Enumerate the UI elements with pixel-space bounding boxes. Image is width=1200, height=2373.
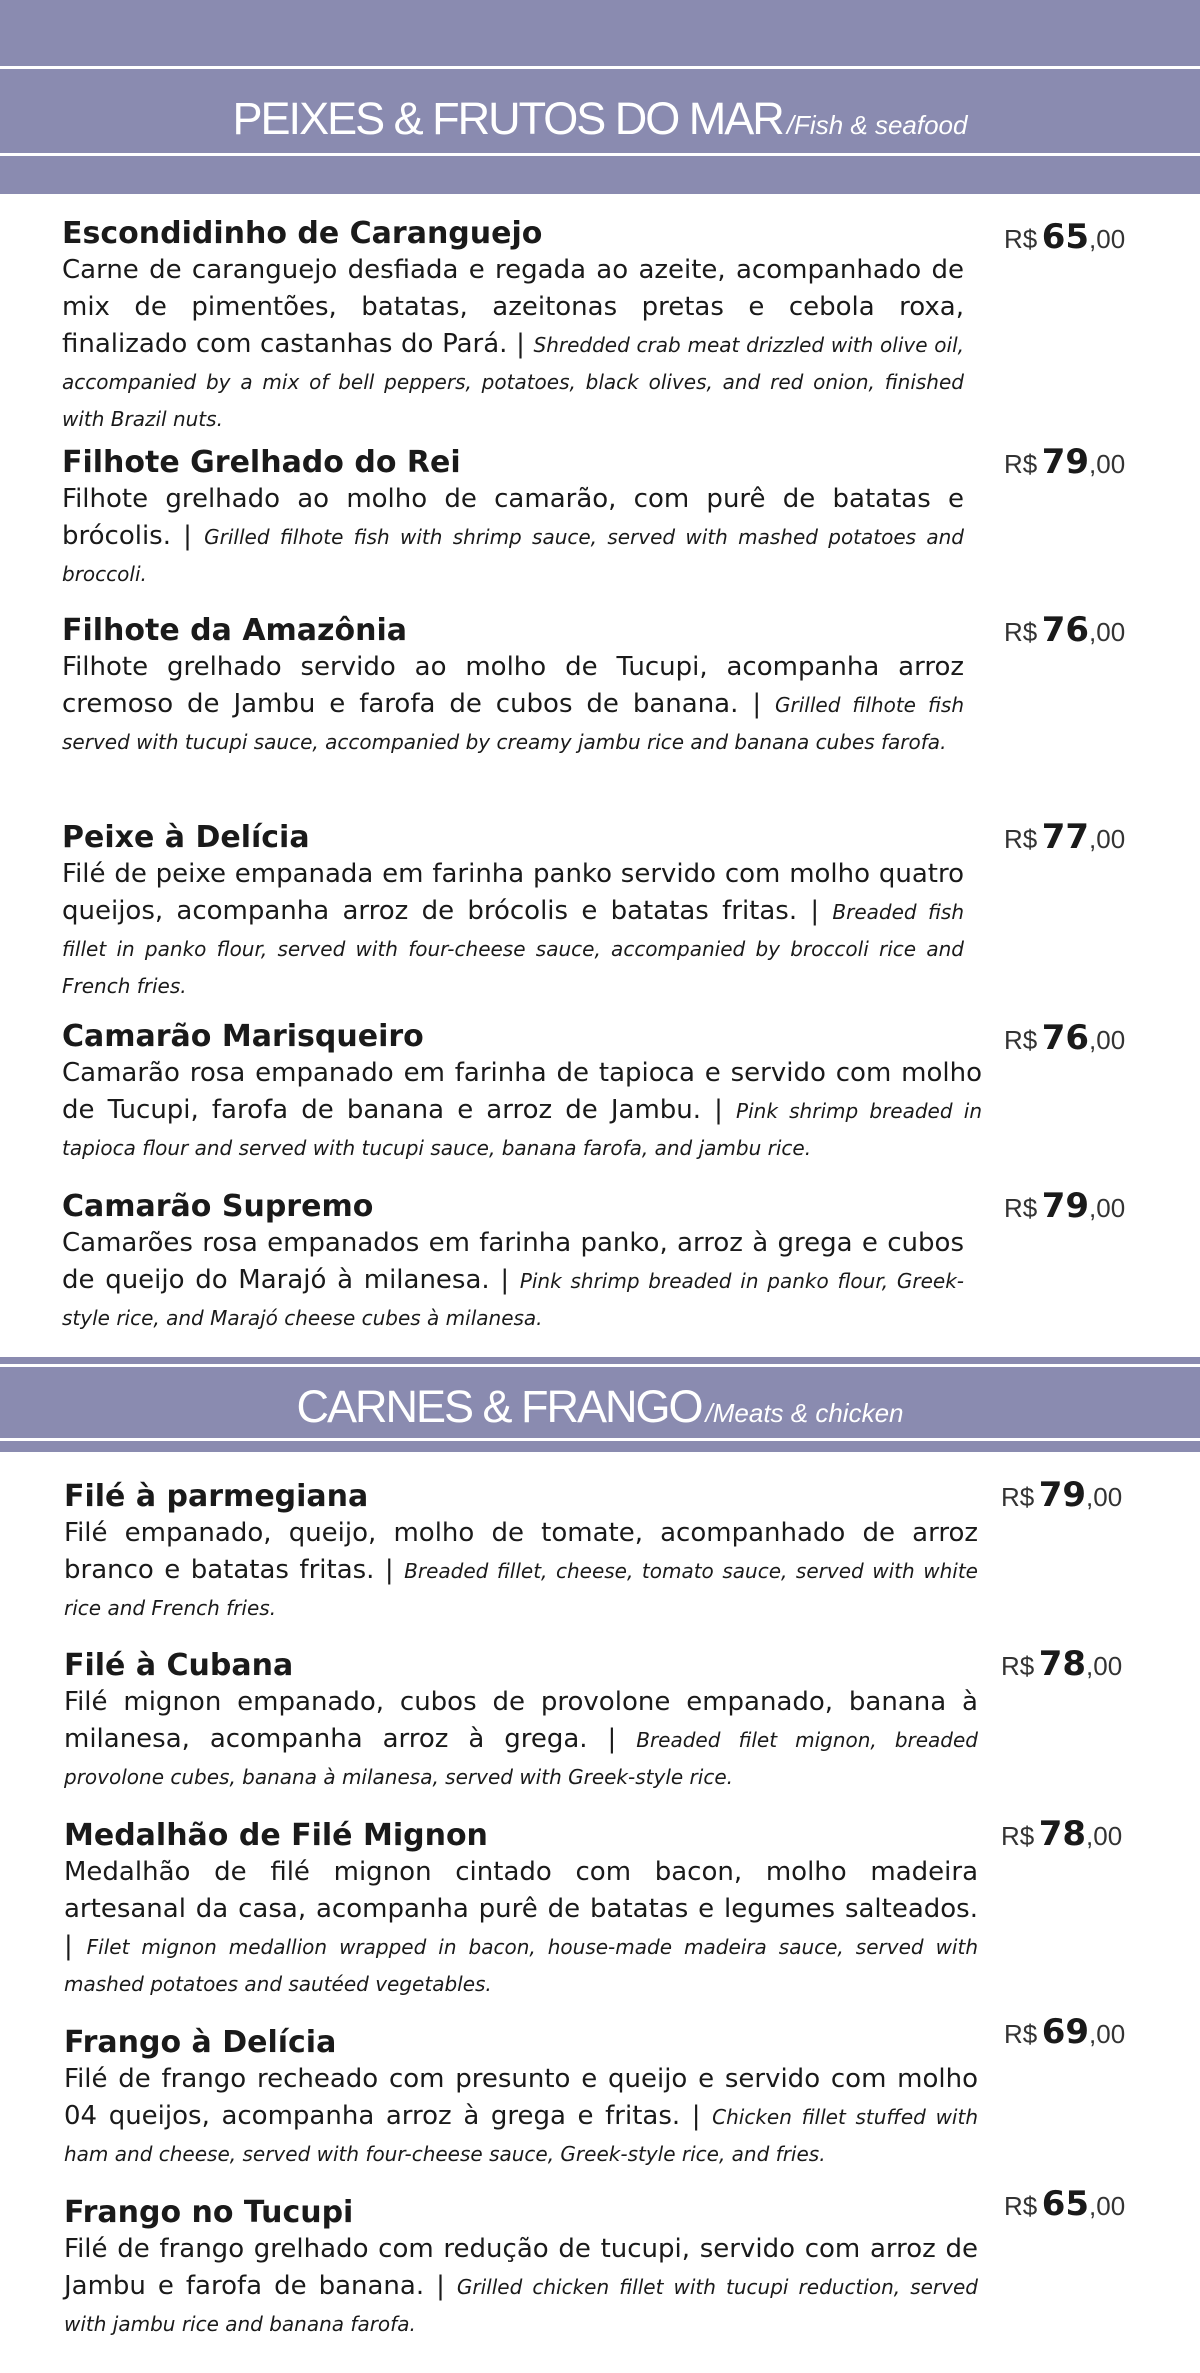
item-desc-en: Breaded fillet, cheese, tomato sauce, served with white rice and French fries. — [64, 1559, 978, 1620]
header-divider-bottom — [0, 1438, 1200, 1441]
item-desc-en: Filet mignon medallion wrapped in bacon, house-made madeira sauce, served with mashed potatoes and sautéed vegetables. — [64, 1935, 978, 1996]
item-desc-en: Grilled filhote fish with shrimp sauce, served with mashed potatoes and broccoli. — [62, 525, 964, 586]
price-cents: ,00 — [1089, 617, 1126, 647]
price-value: 65 — [1041, 2184, 1090, 2224]
price-value: 76 — [1041, 1018, 1090, 1058]
price-cents: ,00 — [1089, 449, 1126, 479]
menu-item — [62, 613, 964, 760]
item-desc-en: Pink shrimp breaded in panko flour, Greek-style rice, and Marajó cheese cubes à milanesa. — [62, 1269, 964, 1330]
item-description — [64, 2061, 978, 2172]
item-price — [1004, 1018, 1125, 1058]
item-price — [1001, 1475, 1122, 1515]
item-description — [64, 2231, 978, 2342]
price-currency: R$ — [1004, 224, 1038, 254]
menu-item — [62, 820, 964, 1004]
price-currency: R$ — [1001, 1482, 1035, 1512]
menu-item — [64, 2025, 978, 2172]
menu-item — [62, 1189, 964, 1336]
section-header-seafood — [0, 0, 1200, 194]
item-price — [1004, 217, 1125, 257]
menu-item — [64, 2195, 978, 2342]
menu-item — [64, 1818, 978, 2002]
item-name: Camarão Supremo — [62, 1189, 374, 1224]
item-name: Camarão Marisqueiro — [62, 1019, 424, 1054]
price-currency: R$ — [1004, 2191, 1038, 2221]
item-desc-en: Shredded crab meat drizzled with olive oil, accompanied by a mix of bell peppers, potatoes, black olives, and red onion, finished with Brazil nuts. — [62, 333, 964, 431]
item-name: Filé à Cubana — [64, 1648, 294, 1683]
menu-item — [64, 1648, 978, 1795]
item-name: Filé à parmegiana — [64, 1479, 369, 1514]
price-currency: R$ — [1004, 1193, 1038, 1223]
menu-item — [64, 1479, 978, 1626]
header-divider-top — [0, 1364, 1200, 1367]
price-value: 78 — [1038, 1814, 1087, 1854]
section-header-meats — [0, 1357, 1200, 1452]
item-name: Filhote Grelhado do Rei — [62, 445, 461, 480]
item-name: Peixe à Delícia — [62, 820, 310, 855]
item-desc-pt: Filé de frango grelhado com redução de tucupi, servido com arroz de Jambu e farofa de banana. | — [64, 2234, 978, 2301]
item-desc-pt: Filé de peixe empanada em farinha panko servido com molho quatro queijos, acompanha arroz de brócolis e batatas fritas. | — [62, 859, 964, 926]
price-cents: ,00 — [1086, 1821, 1123, 1851]
price-currency: R$ — [1004, 1025, 1038, 1055]
item-desc-pt: Filé de frango recheado com presunto e queijo e servido com molho 04 queijos, acompanha arroz à grega e fritas. | — [64, 2064, 978, 2131]
item-description — [62, 856, 964, 1004]
price-cents: ,00 — [1086, 1651, 1123, 1681]
price-value: 78 — [1038, 1644, 1087, 1684]
price-value: 69 — [1041, 2012, 1090, 2052]
item-name: Escondidinho de Caranguejo — [62, 216, 543, 251]
item-name: Medalhão de Filé Mignon — [64, 1818, 488, 1853]
price-currency: R$ — [1001, 1651, 1035, 1681]
item-price — [1004, 817, 1125, 857]
item-desc-pt: Filé mignon empanado, cubos de provolone empanado, banana à milanesa, acompanha arroz à grega. | — [64, 1687, 978, 1754]
item-description — [62, 252, 964, 437]
price-value: 79 — [1041, 1186, 1090, 1226]
price-value: 79 — [1038, 1475, 1087, 1515]
item-description — [64, 1854, 978, 2002]
item-price — [1004, 2184, 1125, 2224]
menu-item — [62, 1019, 982, 1166]
price-currency: R$ — [1004, 449, 1038, 479]
item-desc-en: Breaded filet mignon, breaded provolone cubes, banana à milanesa, served with Greek-style rice. — [64, 1728, 978, 1789]
price-currency: R$ — [1004, 824, 1038, 854]
price-value: 79 — [1041, 442, 1090, 482]
price-cents: ,00 — [1089, 2191, 1126, 2221]
section-title-main: PEIXES & FRUTOS DO MAR — [232, 93, 783, 144]
price-value: 65 — [1041, 217, 1090, 257]
menu-item — [62, 445, 964, 592]
header-divider-top — [0, 66, 1200, 69]
item-price — [1004, 2012, 1125, 2052]
item-description — [62, 649, 964, 760]
item-price — [1004, 442, 1125, 482]
header-divider-bottom — [0, 153, 1200, 156]
item-desc-en: Breaded fish fillet in panko flour, served with four-cheese sauce, accompanied by broccoli rice and French fries. — [62, 900, 964, 998]
item-description — [64, 1684, 978, 1795]
item-name: Frango no Tucupi — [64, 2195, 354, 2230]
section-title — [0, 1381, 1200, 1433]
item-name: Filhote da Amazônia — [62, 613, 407, 648]
item-desc-pt: Camarões rosa empanados em farinha panko, arroz à grega e cubos de queijo do Marajó à milanesa. | — [62, 1228, 964, 1295]
item-desc-en: Pink shrimp breaded in tapioca flour and served with tucupi sauce, banana farofa, and jambu rice. — [62, 1099, 982, 1160]
price-currency: R$ — [1001, 1821, 1035, 1851]
menu-item — [62, 216, 964, 437]
item-desc-pt: Filé empanado, queijo, molho de tomate, acompanhado de arroz branco e batatas fritas. | — [64, 1518, 978, 1585]
item-desc-en: Chicken fillet stuffed with ham and cheese, served with four-cheese sauce, Greek-style rice, and fries. — [64, 2105, 979, 2166]
price-value: 76 — [1041, 610, 1090, 650]
item-description — [62, 1055, 982, 1166]
item-price — [1004, 1186, 1125, 1226]
item-desc-pt: Camarão rosa empanado em farinha de tapioca e servido com molho de Tucupi, farofa de banana e arroz de Jambu. | — [62, 1058, 982, 1125]
price-cents: ,00 — [1089, 224, 1126, 254]
item-description — [62, 1225, 964, 1336]
price-value: 77 — [1041, 817, 1090, 857]
item-description — [62, 481, 964, 592]
item-price — [1004, 610, 1125, 650]
price-cents: ,00 — [1089, 1025, 1126, 1055]
price-cents: ,00 — [1089, 1193, 1126, 1223]
item-name: Frango à Delícia — [64, 2025, 337, 2060]
item-desc-pt: Carne de caranguejo desfiada e regada ao azeite, acompanhado de mix de pimentões, batatas, azeitonas pretas e cebola roxa, finalizado com castanhas do Pará. | — [62, 255, 964, 359]
item-price — [1001, 1814, 1122, 1854]
price-currency: R$ — [1004, 2019, 1038, 2049]
item-desc-pt: Medalhão de filé mignon cintado com bacon, molho madeira artesanal da casa, acompanha purê de batatas e legumes salteados. | — [64, 1857, 978, 1961]
item-desc-pt: Filhote grelhado servido ao molho de Tucupi, acompanha arroz cremoso de Jambu e farofa de cubos de banana. | — [62, 652, 964, 719]
section-title-main: CARNES & FRANGO — [296, 1381, 702, 1432]
section-title-sub: /Fish & seafood — [786, 110, 968, 140]
price-cents: ,00 — [1086, 1482, 1123, 1512]
section-title — [0, 93, 1200, 145]
section-title-sub: /Meats & chicken — [705, 1398, 904, 1428]
item-desc-en: Grilled chicken fillet with tucupi reduction, served with jambu rice and banana farofa. — [64, 2275, 978, 2336]
price-cents: ,00 — [1089, 2019, 1126, 2049]
price-cents: ,00 — [1089, 824, 1126, 854]
item-description — [64, 1515, 978, 1626]
item-price — [1001, 1644, 1122, 1684]
item-desc-pt: Filhote grelhado ao molho de camarão, com purê de batatas e brócolis. | — [62, 484, 964, 551]
item-desc-en: Grilled filhote fish served with tucupi sauce, accompanied by creamy jambu rice and banana cubes farofa. — [62, 693, 964, 754]
price-currency: R$ — [1004, 617, 1038, 647]
